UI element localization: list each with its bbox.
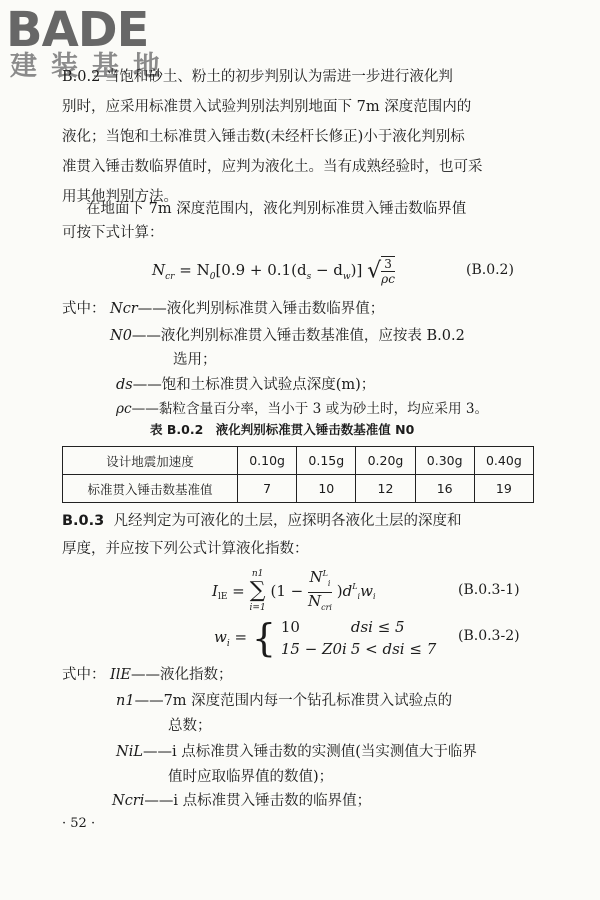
formula-b031: $I_{lE}$ = n1 ∑ i=1 (1 − $N^L_i$ $N_{cri}$ )$d^L_iw_i$ xyxy=(212,568,376,613)
para3-line2: 厚度，并应按下列公式计算液化指数： xyxy=(62,541,309,557)
defs1-intro: 式中： xyxy=(62,301,106,317)
defs1-item-4: ρc——黏粒含量百分率，当小于 3 或为砂土时，均应采用 3。 xyxy=(116,401,489,417)
para1-line1: B.0.2 当饱和砂土、粉土的初步判别认为需进一步进行液化判 xyxy=(62,69,453,85)
para2-line1: 在地面下 7m 深度范围内，液化判别标准贯入锤击数临界值 xyxy=(86,201,467,217)
defs2-item-2: 总数； xyxy=(168,718,212,734)
para1-line4: 准贯入锤击数临界值时，应判为液化土。当有成熟经验时，也可采 xyxy=(62,159,483,175)
defs1-item-0: Ncr——液化判别标准贯入锤击数临界值； xyxy=(110,301,385,317)
eqno-b032: (B.0.3-2) xyxy=(458,628,520,644)
formula-b02: $N_{cr} = N_0[0.9 + 0.1(d_s - d_w)]$ √ $\frac{3}{\rho c}$ xyxy=(152,257,395,286)
defs1-item-1: N0——液化判别标准贯入锤击数基准值，应按表 B.0.2 xyxy=(110,328,465,344)
table-row xyxy=(63,475,534,503)
row1-cell: 0.30g xyxy=(415,447,474,475)
page-number: · 52 · xyxy=(62,816,96,831)
row2-cell: 16 xyxy=(415,475,474,503)
logo-brand: BADE xyxy=(6,2,149,58)
row2-cell: 12 xyxy=(356,475,415,503)
defs2-item-4: 值时应取临界值的数值)； xyxy=(168,769,334,785)
row1-cell: 0.15g xyxy=(297,447,356,475)
defs2-item-0: IlE——液化指数； xyxy=(110,667,233,683)
row2-cell: 7 xyxy=(238,475,297,503)
defs1-item-3: ds——饱和土标准贯入试验点深度(m)； xyxy=(116,377,376,393)
eqno-b031: (B.0.3-1) xyxy=(458,582,520,598)
defs2-intro: 式中： xyxy=(62,667,106,683)
defs2-item-5: Ncri——i 点标准贯入锤击数的临界值； xyxy=(112,793,372,809)
logo-subtitle: 建装基地 xyxy=(10,51,174,82)
row1-cell: 0.20g xyxy=(356,447,415,475)
row1-cell: 0.10g xyxy=(238,447,297,475)
table-caption: 表 B.0.2 液化判别标准贯入锤击数基准值 N0 xyxy=(150,422,415,437)
formula-b032: $w_i$ = { 10 dsi ≤ 5 15 − Z0i 5 < dsi ≤ 7 xyxy=(214,616,437,660)
para1-line3: 液化；当饱和土标准贯入锤击数(未经杆长修正)小于液化判别标 xyxy=(62,129,465,145)
base-value-table xyxy=(62,446,534,503)
row2-cell: 10 xyxy=(297,475,356,503)
para1-line5: 用其他判别方法。 xyxy=(62,189,178,205)
defs2-item-1: n1——7m 深度范围内每一个钻孔标准贯入试验点的 xyxy=(116,693,453,709)
row1-label: 设计地震加速度 xyxy=(63,447,238,475)
defs2-item-3: NiL——i 点标准贯入锤击数的实测值(当实测值大于临界 xyxy=(116,744,477,760)
table-row xyxy=(63,447,534,475)
para1-line2: 别时，应采用标准贯入试验判别法判别地面下 7m 深度范围内的 xyxy=(62,99,472,115)
row1-cell: 0.40g xyxy=(474,447,533,475)
para2-line2: 可按下式计算： xyxy=(62,225,164,241)
row2-cell: 19 xyxy=(474,475,533,503)
eqno-b02: (B.0.2) xyxy=(466,262,514,278)
row2-label: 标准贯入锤击数基准值 xyxy=(63,475,238,503)
defs1-item-2: 选用； xyxy=(173,352,217,368)
para3-line1: B.0.3 凡经判定为可液化的土层，应探明各液化土层的深度和 xyxy=(62,513,462,529)
